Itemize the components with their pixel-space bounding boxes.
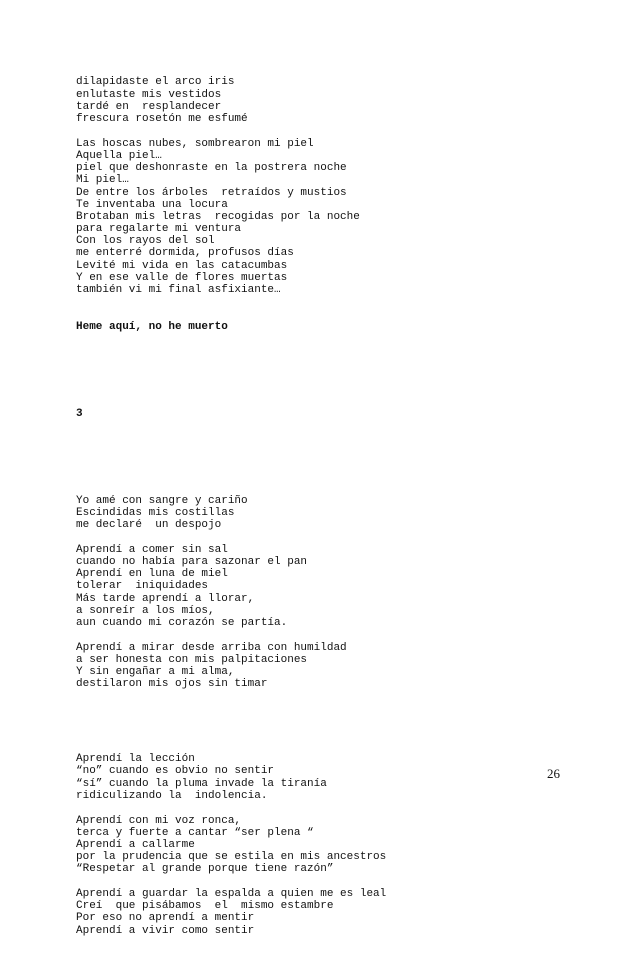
poem-line: tardé en resplandecer	[76, 100, 222, 113]
poem-line: enlutaste mis vestidos	[76, 88, 222, 101]
poem-part-b	[76, 495, 596, 691]
poem-line: Aprendí a comer sin sal	[76, 543, 228, 556]
poem-line: Mi piel…	[76, 174, 129, 187]
poem-line: Por eso no aprendí a mentir	[76, 912, 255, 925]
poem-line: Aprendí a vivir como sentir	[76, 924, 255, 937]
poem-line: Creí que pisábamos el mismo estambre	[76, 900, 334, 913]
poem-line: “no” cuando es obvio no sentir	[76, 765, 275, 778]
poem-line: Brotaban mis letras recogidas por la noche	[76, 210, 360, 223]
stanza	[76, 138, 596, 296]
stanza	[76, 642, 596, 691]
poem-line: Aprendí a guardar la espalda a quien me es leal	[76, 888, 387, 901]
poem-line: Aquella piel…	[76, 149, 162, 162]
poem-line: frescura rosetón me esfumé	[76, 112, 248, 125]
poem-line: cuando no había para sazonar el pan	[76, 555, 308, 568]
poem-line: “sí” cuando la pluma invade la tiranía	[76, 777, 327, 790]
poem-line: me enterré dormida, profusos días	[76, 247, 294, 260]
poem-line: “Respetar al grande porque tiene razón”	[76, 863, 334, 876]
poem-line: Aprendí en luna de miel	[76, 568, 228, 581]
poem-line: para regalarte mi ventura	[76, 223, 242, 236]
poem-line: destilaron mis ojos sin timar	[76, 678, 268, 691]
stanza	[76, 544, 596, 629]
poem-line: a ser honesta con mis palpitaciones	[76, 653, 308, 666]
stanza	[76, 495, 596, 532]
poem-line: por la prudencia que se estila en mis ancestros	[76, 851, 387, 864]
poem-line: Te inventaba una locura	[76, 198, 228, 211]
poem-line: Y sin engañar a mi alma,	[76, 666, 235, 679]
poem-line: dilapidaste el arco iris	[76, 76, 235, 89]
poem-line: De entre los árboles retraídos y mustios	[76, 186, 347, 199]
poem-line: me declaré un despojo	[76, 518, 222, 531]
poem-bold-line: Heme aquí, no he muerto	[76, 320, 228, 333]
poem-line: Aprendí a mirar desde arriba con humildad	[76, 641, 347, 654]
stanza	[76, 815, 596, 876]
poem-line: Aprendí a callarme	[76, 838, 195, 851]
poem-line: terca y fuerte a cantar “ser plena “	[76, 826, 314, 839]
stanza	[76, 76, 596, 125]
page-number: 26	[547, 766, 560, 781]
poem-line: Más tarde aprendí a llorar,	[76, 592, 255, 605]
poem-line: tolerar iniquidades	[76, 580, 209, 593]
poem-line: Con los rayos del sol	[76, 235, 215, 248]
poem-part-c	[76, 753, 596, 937]
section-number: 3	[76, 407, 83, 420]
poem-line: Levité mi vida en las catacumbas	[76, 259, 288, 272]
poem-line: Aprendí con mi voz ronca,	[76, 814, 242, 827]
poem-body	[76, 52, 596, 974]
poem-line: piel que deshonraste en la postrera noche	[76, 162, 347, 175]
stanza	[76, 753, 596, 802]
poem-line: Yo amé con sangre y cariño	[76, 494, 248, 507]
poem-line: a sonreír a los míos,	[76, 604, 215, 617]
poem-line: también vi mi final asfixiante…	[76, 284, 281, 296]
poem-line: Aprendí la lección	[76, 753, 195, 766]
poem-line: Y en ese valle de flores muertas	[76, 271, 288, 284]
poem-part-a	[76, 76, 596, 296]
poem-line: Escindidas mis costillas	[76, 506, 235, 519]
stanza	[76, 888, 596, 937]
poem-line: aun cuando mi corazón se partía.	[76, 616, 288, 629]
poem-line: ridiculizando la indolencia.	[76, 789, 268, 802]
poem-line: Las hoscas nubes, sombrearon mi piel	[76, 137, 314, 150]
